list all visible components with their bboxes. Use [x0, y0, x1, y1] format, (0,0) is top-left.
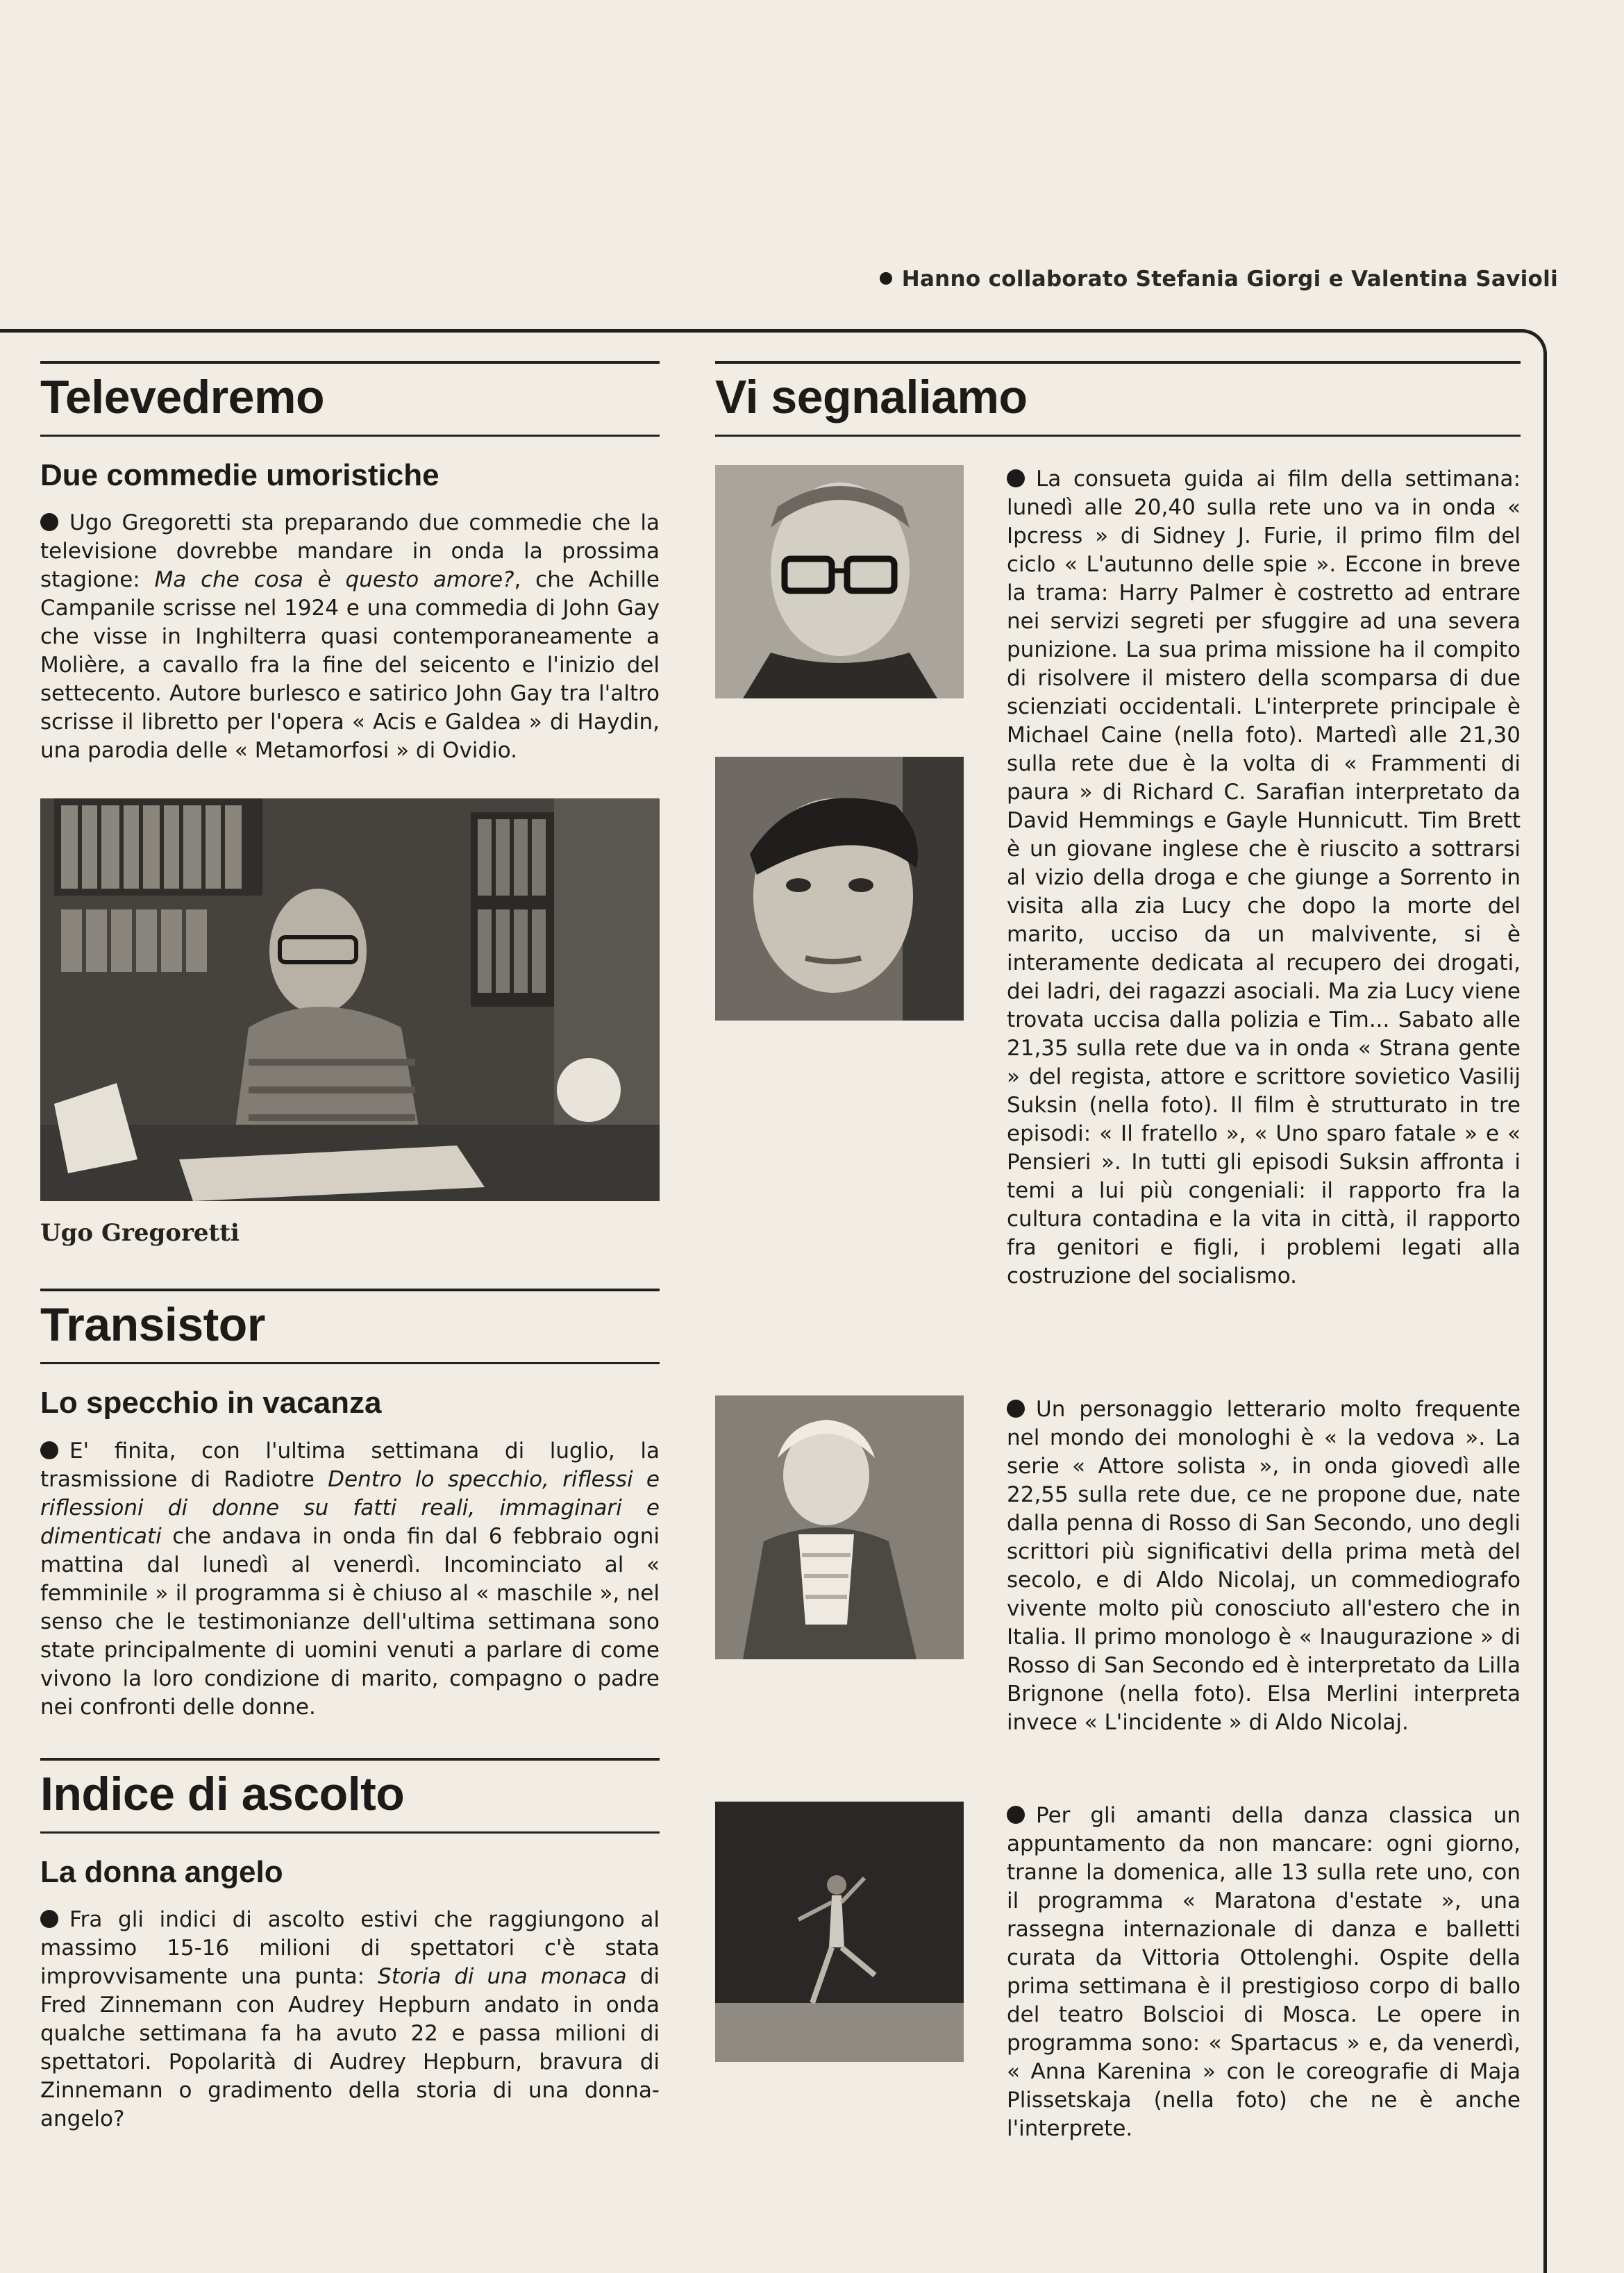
section-rule — [40, 1758, 660, 1761]
segnalazione-film — [715, 465, 1521, 1395]
photo-illustration — [40, 798, 660, 1201]
article-text: Un personaggio letterario molto frequente nel mondo dei monologhi è « la vedova ». La serie « Attore solista », in onda giovedì alle 22,55 sulla rete due, ce ne propone due, nate dalla penna di Rosso di San Secondo, uno degli scrittori più significativi della prima metà del secolo, e di Aldo Nicolaj, un commediografo vivente molto più conosciuto all'estero che in Italia. Il primo monologo è « Inaugurazione » di Rosso di San Secondo ed è interpretato da Lilla Brignone (nella foto). Elsa Merlini interpreta invece « L'incidente » di Aldo Nicolaj. — [1007, 1397, 1521, 1735]
section-divider — [40, 435, 660, 437]
article-text: Fra gli indici di ascolto estivi che raggiungono al massimo 15-16 milioni di spettatori c'è stata improvvisamente una punta: Storia di una monaca di Fred Zinnemann con Audrey Hepburn andato in onda qualche settimana fa ha avuto 22 e passa milioni di spettatori. Popolarità di Audrey Hepburn, bravura di Zinnemann o gradimento della storia di una donna-angelo? — [40, 1907, 660, 2132]
photo-illustration — [715, 1802, 964, 2062]
section-subtitle: Due commedie umoristiche — [40, 458, 440, 492]
bullet-icon — [40, 1910, 58, 1928]
section-rule — [715, 361, 1521, 364]
section-subtitle: Lo specchio in vacanza — [40, 1386, 382, 1420]
segnalazione-text-block — [1007, 1802, 1521, 2143]
section-indice-di-ascolto — [40, 1758, 660, 2133]
left-column — [40, 361, 660, 2133]
segnalazione-text-block — [1007, 465, 1521, 1291]
bullet-icon — [1007, 1400, 1025, 1418]
section-televedremo — [40, 361, 660, 1247]
photo-illustration — [715, 1395, 964, 1659]
section-divider — [715, 435, 1521, 437]
photo-ugo-gregoretti — [40, 798, 660, 1201]
section-title: Indice di ascolto — [40, 1767, 405, 1820]
section-title: Transistor — [40, 1298, 265, 1352]
segnalazione-attore-solista — [715, 1395, 1521, 1763]
article-text: La consueta guida ai film della settimana: lunedì alle 20,40 sulla rete uno va in onda « Ipcress » di Sidney J. Furie, il primo film del ciclo « L'autunno delle spie ». Eccone in breve la trama: Harry Palmer è costretto ad entrare nei servizi segreti per sfuggire ad una severa punizione. La sua prima missione ha il compito di risolvere il mistero della scomparsa di due scienziati occidentali. L'interprete principale è Michael Caine (nella foto). Martedì alle 21,30 sulla rete due è la volta di « Frammenti di paura » di Richard C. Sarafian interpretato da David Hemmings e Gayle Hunnicutt. Tim Brett è un giovane inglese che è riuscito a sottrarsi al vizio della droga e che giunge a Sorrento in visita alla zia Lucy che dopo la morte del marito, ucciso da un malvivente, si è interamente dedicata al recupero dei drogati, dei ladri, dei ragazzi asociali. Ma zia Lucy viene trovata uccisa dalla polizia e Tim... Sabato alle 21,35 sulla rete due va in onda « Strana gente » del regista, attore e scrittore sovietico Vasilij Suksin (nella foto). Il film è strutturato in tre episodi: « Il fratello », « Uno sparo fatale » e « Pensieri ». In tutti gli episodi Suksin affronta i temi a lui più congeniali: il rapporto fra la cultura contadina e la vita in città, il rapporto fra genitori e figli, i problemi legati alla costruzione del socialismo. — [1007, 467, 1521, 1289]
photo-caption: Ugo Gregoretti — [40, 1219, 240, 1248]
segnalazione-text-block — [1007, 1395, 1521, 1737]
photo-maja-plissetskaja — [715, 1802, 964, 2062]
photo-illustration — [715, 465, 964, 698]
photo-illustration — [715, 757, 964, 1021]
section-title: Televedremo — [40, 371, 324, 423]
photo-david-hemmings — [715, 757, 964, 1021]
bullet-icon — [40, 513, 58, 531]
section-transistor — [40, 1289, 660, 1721]
section-title: Vi segnaliamo — [715, 371, 1028, 423]
article-text: Per gli amanti della danza classica un appuntamento da non mancare: ogni giorno, tranne la domenica, alle 13 sulla rete uno, con il programma « Maratona d'estate », una rassegna internazionale di danza e balletti curata da Vittoria Ottolenghi. Ospite della prima settimana è il prestigioso corpo di ballo del teatro Bolscioi di Mosca. Le opere in programma sono: « Spartacus » e, da venerdì, « Anna Karenina » con le coreografie di Maja Plissetskaja (nella foto) che ne è anche l'interprete. — [1007, 1803, 1521, 2141]
right-column — [715, 361, 1521, 2236]
segnalazione-danza — [715, 1802, 1521, 2190]
section-divider — [40, 1831, 660, 1834]
section-rule — [40, 1289, 660, 1291]
article-text: E' finita, con l'ultima settimana di luglio, la trasmissione di Radiotre Dentro lo specchio, riflessi e riflessioni di donne su fatti reali, immaginari e dimenticati che andava in onda fin dal 6 febbraio ogni mattina dal lunedì al venerdì. Incominciato al « femminile » il programma si è chiuso al « maschile », nel senso che le testimonianze dell'ultima settimana sono state principalmente di uomini venuti a parlare di come vivono la loro condizione di marito, compagno o padre nei confronti delle donne. — [40, 1438, 660, 1720]
bullet-icon — [1007, 1806, 1025, 1824]
article-text: Ugo Gregoretti sta preparando due commedie che la televisione dovrebbe mandare in onda la prossima stagione: Ma che cosa è questo amore?, che Achille Campanile scrisse nel 1924 e una commedia di John Gay che visse in Inghilterra quasi contemporaneamente a Molière, a cavallo fra la fine del seicento e l'inizio del settecento. Autore burlesco e satirico John Gay tra l'altro scrisse il libretto per l'opera « Acis e Galdea » di Haydin, una parodia delle « Metamorfosi » di Ovidio. — [40, 510, 660, 764]
photo-lilla-brignone — [715, 1395, 964, 1659]
bullet-icon — [1007, 469, 1025, 487]
bullet-icon — [40, 1441, 58, 1459]
section-subtitle: La donna angelo — [40, 1854, 283, 1889]
photo-michael-caine — [715, 465, 964, 698]
bullet-icon — [880, 272, 892, 285]
credits-line — [880, 267, 1558, 292]
section-divider — [40, 1362, 660, 1364]
credits-text: Hanno collaborato Stefania Giorgi e Valentina Savioli — [901, 267, 1558, 292]
section-rule — [40, 361, 660, 364]
